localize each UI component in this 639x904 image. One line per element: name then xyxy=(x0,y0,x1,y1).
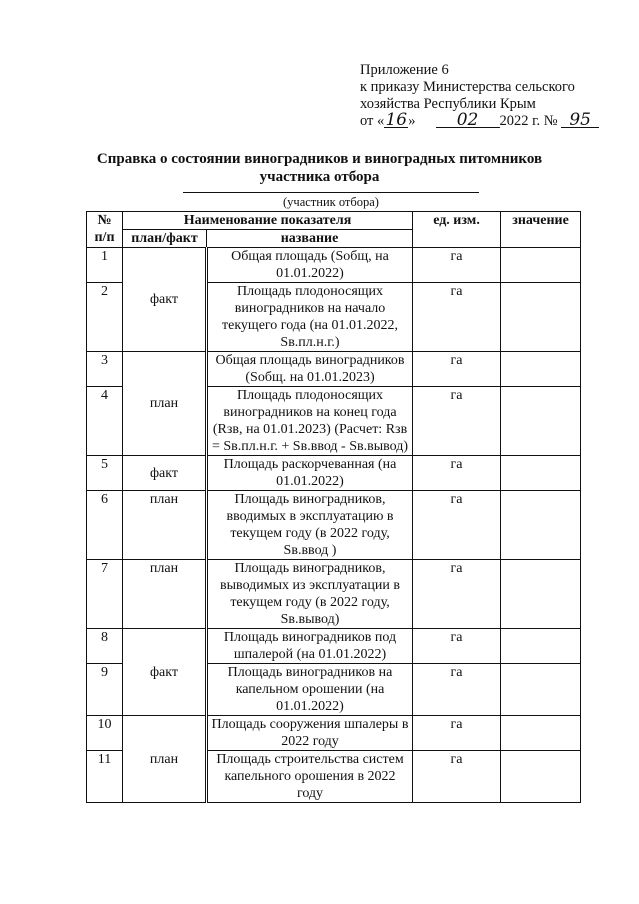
row-name: Площадь плодоносящих виноградников на начало текущего года (на 01.01.2022, Sв.пл.н.г.) xyxy=(207,283,413,352)
row-num: 6 xyxy=(87,491,123,560)
row-plan-fact: план xyxy=(123,716,207,803)
row-unit: га xyxy=(413,664,501,716)
row-value xyxy=(501,248,581,283)
participant-underline xyxy=(183,192,479,193)
table-row xyxy=(87,560,581,629)
row-num: 7 xyxy=(87,560,123,629)
row-num: 9 xyxy=(87,664,123,716)
header-indicator: Наименование показателя xyxy=(123,212,413,230)
table-row xyxy=(87,629,581,664)
row-num: 11 xyxy=(87,751,123,803)
row-value xyxy=(501,751,581,803)
row-value xyxy=(501,664,581,716)
vineyard-table xyxy=(86,211,581,803)
date-prefix: от « xyxy=(360,113,385,129)
row-unit: га xyxy=(413,248,501,283)
row-name: Площадь виноградников под шпалерой (на 01.01.2022) xyxy=(207,629,413,664)
row-num: 3 xyxy=(87,352,123,387)
appendix-date-line xyxy=(360,110,599,130)
row-unit: га xyxy=(413,491,501,560)
row-value xyxy=(501,387,581,456)
row-num: 1 xyxy=(87,248,123,283)
row-value xyxy=(501,283,581,352)
row-num: 4 xyxy=(87,387,123,456)
row-name: Общая площадь виноградников (Sобщ. на 01.01.2023) xyxy=(207,352,413,387)
row-name: Площадь виноградников, выводимых из эксплуатации в текущем году (в 2022 году, Sв.вывод) xyxy=(207,560,413,629)
appendix-order-ref: к приказу Министерства сельского xyxy=(360,79,575,95)
row-num: 8 xyxy=(87,629,123,664)
row-unit: га xyxy=(413,629,501,664)
row-unit: га xyxy=(413,283,501,352)
row-plan-fact: план xyxy=(123,560,207,629)
row-value xyxy=(501,491,581,560)
row-name: Площадь виноградников, вводимых в эксплуатацию в текущем году (в 2022 году, Sв.ввод ) xyxy=(207,491,413,560)
row-unit: га xyxy=(413,387,501,456)
row-plan-fact: факт xyxy=(123,248,207,352)
table-row xyxy=(87,456,581,491)
table-row xyxy=(87,716,581,751)
title-line-2: участника отбора xyxy=(259,169,380,185)
row-name: Площадь плодоносящих виноградников на конец года (Rзв, на 01.01.2023) (Расчет: Rзв = Sв.пл.н.г. + Sв.ввод - Sв.вывод) xyxy=(207,387,413,456)
appendix-block xyxy=(360,62,599,130)
row-unit: га xyxy=(413,560,501,629)
header-plan-fact: план/факт xyxy=(123,230,207,248)
title-line-1: Справка о состоянии виноградников и виноградных питомников xyxy=(96,151,543,167)
row-name: Площадь строительства систем капельного орошения в 2022 году xyxy=(207,751,413,803)
row-plan-fact: план xyxy=(123,491,207,560)
header-row-1 xyxy=(87,212,581,230)
row-num: 5 xyxy=(87,456,123,491)
row-name: Площадь виноградников на капельном орошении (на 01.01.2022) xyxy=(207,664,413,716)
appendix-title: Приложение 6 xyxy=(360,62,449,78)
row-name: Площадь раскорчеванная (на 01.01.2022) xyxy=(207,456,413,491)
row-unit: га xyxy=(413,456,501,491)
row-plan-fact: факт xyxy=(123,629,207,716)
row-plan-fact: факт xyxy=(123,456,207,491)
table-row xyxy=(87,352,581,387)
order-number: 95 xyxy=(561,113,599,128)
row-value xyxy=(501,716,581,751)
participant-caption: (участник отбора) xyxy=(283,195,379,209)
header-value: значение xyxy=(501,212,581,248)
row-name: Общая площадь (Sобщ, на 01.01.2022) xyxy=(207,248,413,283)
row-unit: га xyxy=(413,352,501,387)
header-unit: ед. изм. xyxy=(413,212,501,248)
date-sep: » xyxy=(408,113,416,129)
row-unit: га xyxy=(413,716,501,751)
date-month: 02 xyxy=(436,113,500,128)
table-row xyxy=(87,248,581,283)
row-value xyxy=(501,352,581,387)
row-name: Площадь сооружения шпалеры в 2022 году xyxy=(207,716,413,751)
row-plan-fact: план xyxy=(123,352,207,456)
table-row xyxy=(87,491,581,560)
row-num: 10 xyxy=(87,716,123,751)
row-unit: га xyxy=(413,751,501,803)
appendix-ministry: хозяйства Республики Крым xyxy=(360,96,536,112)
row-value xyxy=(501,629,581,664)
date-day: 16 xyxy=(385,110,408,130)
row-value xyxy=(501,456,581,491)
document-title xyxy=(0,150,639,186)
row-num: 2 xyxy=(87,283,123,352)
header-num: № п/п xyxy=(87,212,123,248)
header-name: название xyxy=(207,230,413,248)
date-year: 2022 г. № xyxy=(499,113,558,129)
row-value xyxy=(501,560,581,629)
